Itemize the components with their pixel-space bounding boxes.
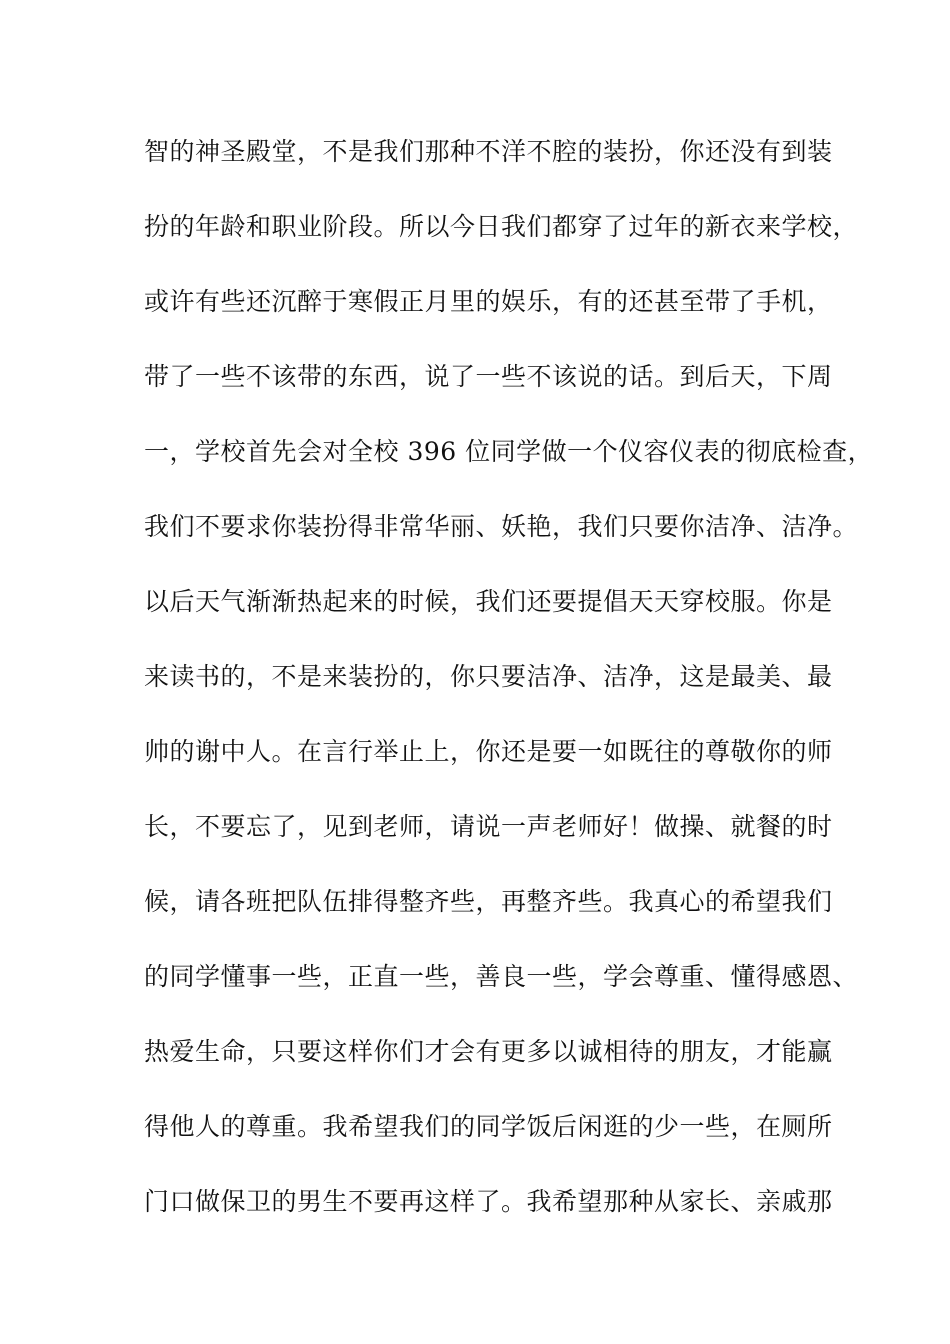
text-line: 候，请各班把队伍排得整齐些，再整齐些。我真心的希望我们 [144, 887, 833, 916]
text-line: 以后天气渐渐热起来的时候，我们还要提倡天天穿校服。你是 [144, 587, 833, 616]
text-line: 我们不要求你装扮得非常华丽、妖艳，我们只要你洁净、洁净。 [144, 512, 859, 541]
text-line: 得他人的尊重。我希望我们的同学饭后闲逛的少一些，在厕所 [144, 1112, 833, 1141]
text-line: 扮的年龄和职业阶段。所以今日我们都穿了过年的新衣来学校， [144, 212, 859, 241]
text-line: 带了一些不该带的东西，说了一些不该说的话。到后天，下周 [144, 362, 833, 391]
text-line: 的同学懂事一些，正直一些，善良一些，学会尊重、懂得感恩、 [144, 962, 859, 991]
text-line: 热爱生命，只要这样你们才会有更多以诚相待的朋友，才能赢 [144, 1037, 833, 1066]
body-text [144, 128, 874, 1253]
text-line: 来读书的，不是来装扮的，你只要洁净、洁净，这是最美、最 [144, 662, 833, 691]
text-line: 门口做保卫的男生不要再这样了。我希望那种从家长、亲戚那 [144, 1187, 833, 1216]
text-line: 一，学校首先会对全校 396 位同学做一个仪容仪表的彻底检查， [144, 437, 874, 466]
text-line: 或许有些还沉醉于寒假正月里的娱乐，有的还甚至带了手机， [144, 287, 833, 316]
text-line: 智的神圣殿堂，不是我们那种不洋不腔的装扮，你还没有到装 [144, 137, 833, 166]
text-line: 帅的谢中人。在言行举止上，你还是要一如既往的尊敬你的师 [144, 737, 833, 766]
text-line: 长，不要忘了，见到老师，请说一声老师好！做操、就餐的时 [144, 812, 833, 841]
